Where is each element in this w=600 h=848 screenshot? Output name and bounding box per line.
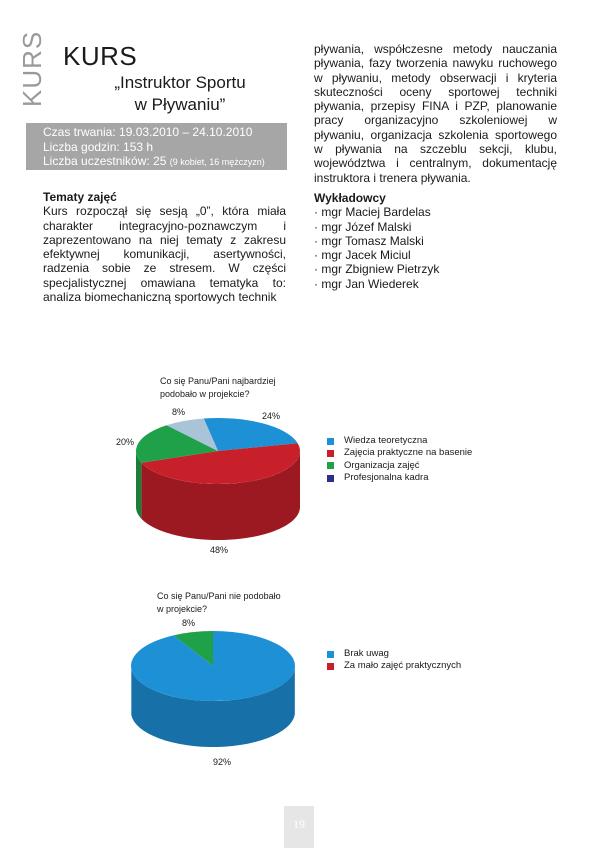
legend-label: Brak uwag (344, 648, 389, 659)
lecturer-item: · mgr Jan Wiederek (314, 277, 557, 291)
chart2-question-line1: Co się Panu/Pani nie podobało (157, 591, 281, 601)
legend-label: Zajęcia praktyczne na basenie (344, 447, 473, 459)
legend-label: Za mało zajęć praktycznych (344, 660, 462, 672)
chart2-pct-za-malo: 8% (182, 618, 196, 628)
topics-heading: Tematy zajęć (43, 190, 117, 204)
lecturer-item: · mgr Józef Malski (314, 220, 557, 234)
lecturer-item: · mgr Maciej Bardelas (314, 205, 557, 219)
page-number: 19 (293, 817, 305, 831)
chart1-question-line2: podobało w projekcie? (160, 389, 250, 399)
course-name-line2: w Pływaniu” (134, 95, 226, 114)
chart2-question-line2: w projekcie? (157, 604, 208, 614)
chart1-pct-zajecia: 48% (210, 545, 229, 555)
participants-detail: (9 kobiet, 16 mężczyzn) (169, 157, 265, 167)
chart1-pct-organizacja: 20% (116, 437, 135, 447)
legend-swatch (327, 651, 334, 658)
legend-label: Profesjonalna kadra (344, 471, 429, 483)
chart1-pct-wiedza: 24% (262, 411, 281, 421)
course-name-line1: „Instruktor Sportu (114, 73, 246, 92)
side-label: KURS (17, 30, 47, 107)
lecturer-item: · mgr Zbigniew Pietrzyk (314, 262, 557, 276)
lecturer-item: · mgr Jacek Miciul (314, 248, 557, 262)
lecturer-item: · mgr Tomasz Malski (314, 234, 557, 248)
legend-label: Wiedza teoretyczna (344, 435, 428, 446)
hours-text: Liczba godzin: 153 h (43, 139, 154, 154)
chart1-question-line1: Co się Panu/Pani najbardziej (160, 376, 276, 386)
lecturers-heading: Wykładowcy (314, 191, 386, 205)
chart2-pct-brak-uwag: 92% (213, 757, 232, 767)
participants-count: Liczba uczestników: 25 (43, 154, 167, 168)
pie-slice-1 (131, 631, 295, 701)
duration-text: Czas trwania: 19.03.2010 – 24.10.2010 (43, 125, 253, 139)
legend-item (327, 648, 461, 660)
chart1-pct-kadra: 8% (172, 407, 186, 417)
page-number-box (284, 806, 314, 848)
topics-text: Kurs rozpoczął się sesją „0”, która miała charakter integracyjno-poznawczym i zaprezentowano na niej tematy z zakresu efektywnej komunikacji, asertywności, radzenia sobie ze stresem. W części specjalistycznej omawiana tematyka to: analiza biomechaniczną sportowych technik (43, 204, 286, 305)
section-title: KURS (63, 41, 138, 71)
legend-item (327, 660, 461, 672)
topics-text-continued: pływania, współczesne metody nauczania pływania, fazy tworzenia nawyku ruchowego w pływaniu, metody obserwacji i kryteria skuteczności oceny sportowej techniki pływania, przepisy FINA i PZP, planowanie pracy organizacyjno szkoleniowej w pływaniu, organizacja szkolenia sportowego w pływania na szczeblu sekcji, klubu, województwa i centralnym, dokumentację instruktora i trenera pływania. (314, 42, 557, 185)
chart2-legend (327, 648, 461, 673)
legend-label: Organizacja zajęć (344, 459, 420, 471)
legend-swatch (327, 663, 334, 670)
